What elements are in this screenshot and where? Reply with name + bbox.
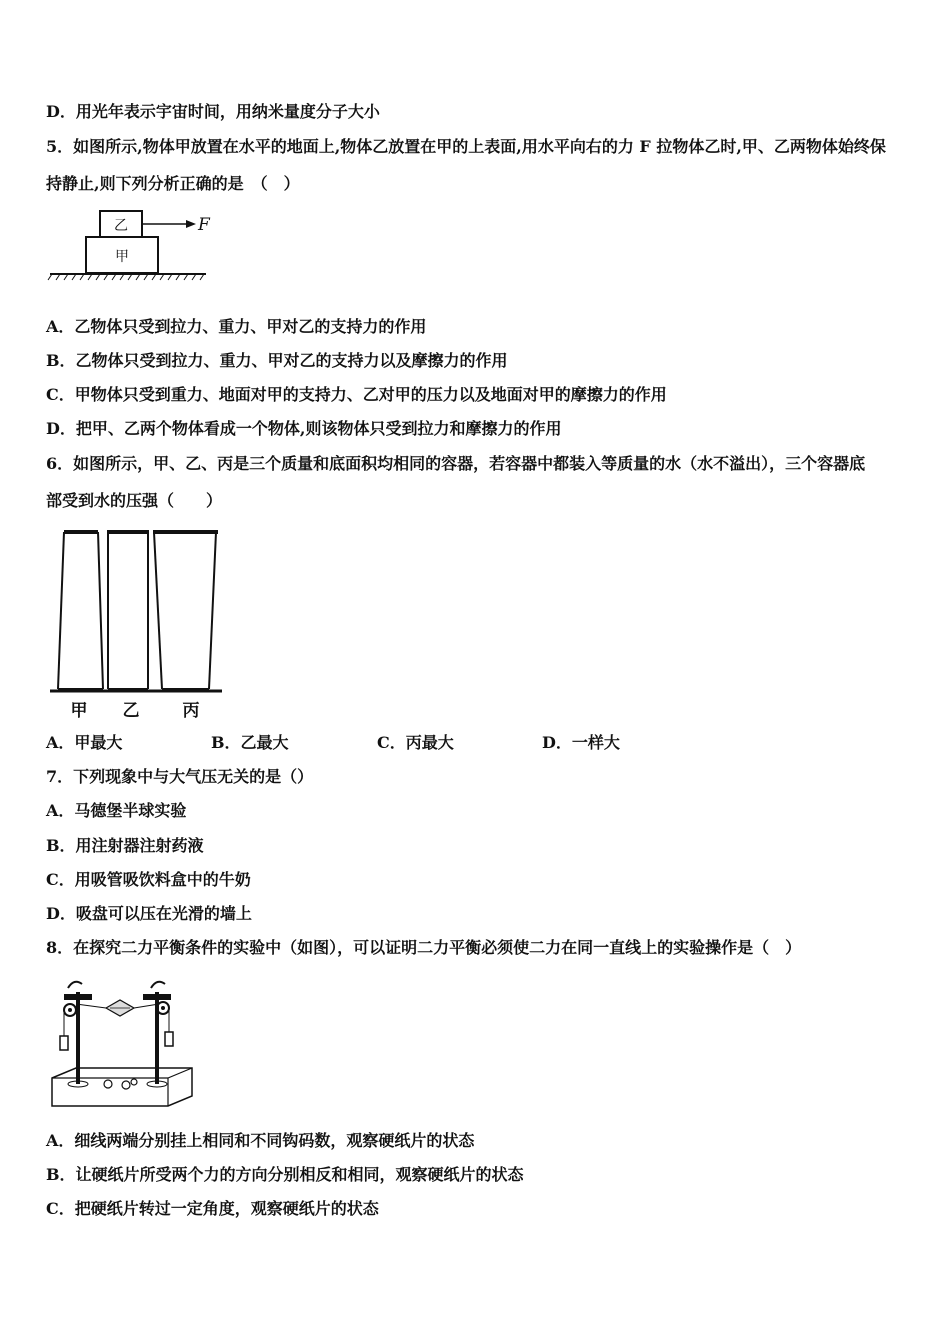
- q8-option-b: B．让硬纸片所受两个力的方向分别相反和相同，观察硬纸片的状态: [46, 1165, 524, 1184]
- q6-options-row: [0, 733, 950, 753]
- q7-option-d: D．吸盘可以压在光滑的墙上: [46, 904, 252, 923]
- q5-stem-line1: 5．如图所示,物体甲放置在水平的地面上,物体乙放置在甲的上表面,用水平向右的力 F 拉物体乙时,甲、乙两物体始终保: [46, 137, 886, 156]
- q6-containers-figure: [46, 526, 236, 726]
- label-force-f: F: [198, 215, 210, 235]
- q6-stem-line1: 6．如图所示，甲、乙、丙是三个质量和底面积均相同的容器，若容器中都装入等质量的水（水不溢出），三个容器底: [46, 454, 866, 473]
- q5-stem-line2: 持静止,则下列分析正确的是 （ ）: [46, 174, 300, 193]
- container-yi: [107, 532, 149, 689]
- q7-option-b: B．用注射器注射药液: [46, 836, 204, 855]
- q6-option-d: D．一样大: [542, 733, 620, 752]
- q6-option-a: A．甲最大: [46, 733, 123, 752]
- q7-stem: 7．下列现象中与大气压无关的是（）: [46, 767, 314, 786]
- string-left: [76, 1004, 106, 1008]
- label-yi: 乙: [122, 701, 140, 721]
- container-bing: [153, 532, 218, 689]
- container-jia: [58, 532, 103, 689]
- right-clamp: [143, 982, 171, 1014]
- q5-block-figure: [46, 206, 226, 286]
- q6-option-c: C．丙最大: [377, 733, 454, 752]
- q7-option-c: C．用吸管吸饮料盒中的牛奶: [46, 870, 251, 889]
- right-weights: [165, 1032, 173, 1046]
- q5-option-b: B．乙物体只受到拉力、重力、甲对乙的支持力以及摩擦力的作用: [46, 351, 508, 370]
- q5-option-c: C．甲物体只受到重力、地面对甲的支持力、乙对甲的压力以及地面对甲的摩擦力的作用: [46, 385, 667, 404]
- q5-option-a: A．乙物体只受到拉力、重力、甲对乙的支持力的作用: [46, 317, 427, 336]
- label-jia: 甲: [70, 701, 88, 721]
- q6-stem-line2: 部受到水的压强（ ）: [46, 491, 223, 510]
- q8-option-c: C．把硬纸片转过一定角度，观察硬纸片的状态: [46, 1199, 379, 1218]
- q8-apparatus-figure: [46, 968, 196, 1113]
- force-arrow-head: [186, 220, 196, 228]
- label-jia: 甲: [115, 249, 129, 265]
- q8-option-a: A．细线两端分别挂上相同和不同钩码数，观察硬纸片的状态: [46, 1131, 475, 1150]
- label-yi: 乙: [114, 218, 128, 234]
- spare-weights: [104, 1079, 137, 1089]
- q5-option-d: D．把甲、乙两个物体看成一个物体,则该物体只受到拉力和摩擦力的作用: [46, 419, 562, 438]
- q4-option-d: D．用光年表示宇宙时间，用纳米量度分子大小: [46, 102, 380, 121]
- label-bing: 丙: [182, 701, 200, 721]
- q7-option-a: A．马德堡半球实验: [46, 801, 187, 820]
- left-rod: [76, 992, 80, 1084]
- q6-option-b: B．乙最大: [211, 733, 289, 752]
- q8-stem: 8．在探究二力平衡条件的实验中（如图），可以证明二力平衡必须使二力在同一直线上的实验操作是（ ）: [46, 938, 802, 957]
- left-weights: [60, 1036, 68, 1050]
